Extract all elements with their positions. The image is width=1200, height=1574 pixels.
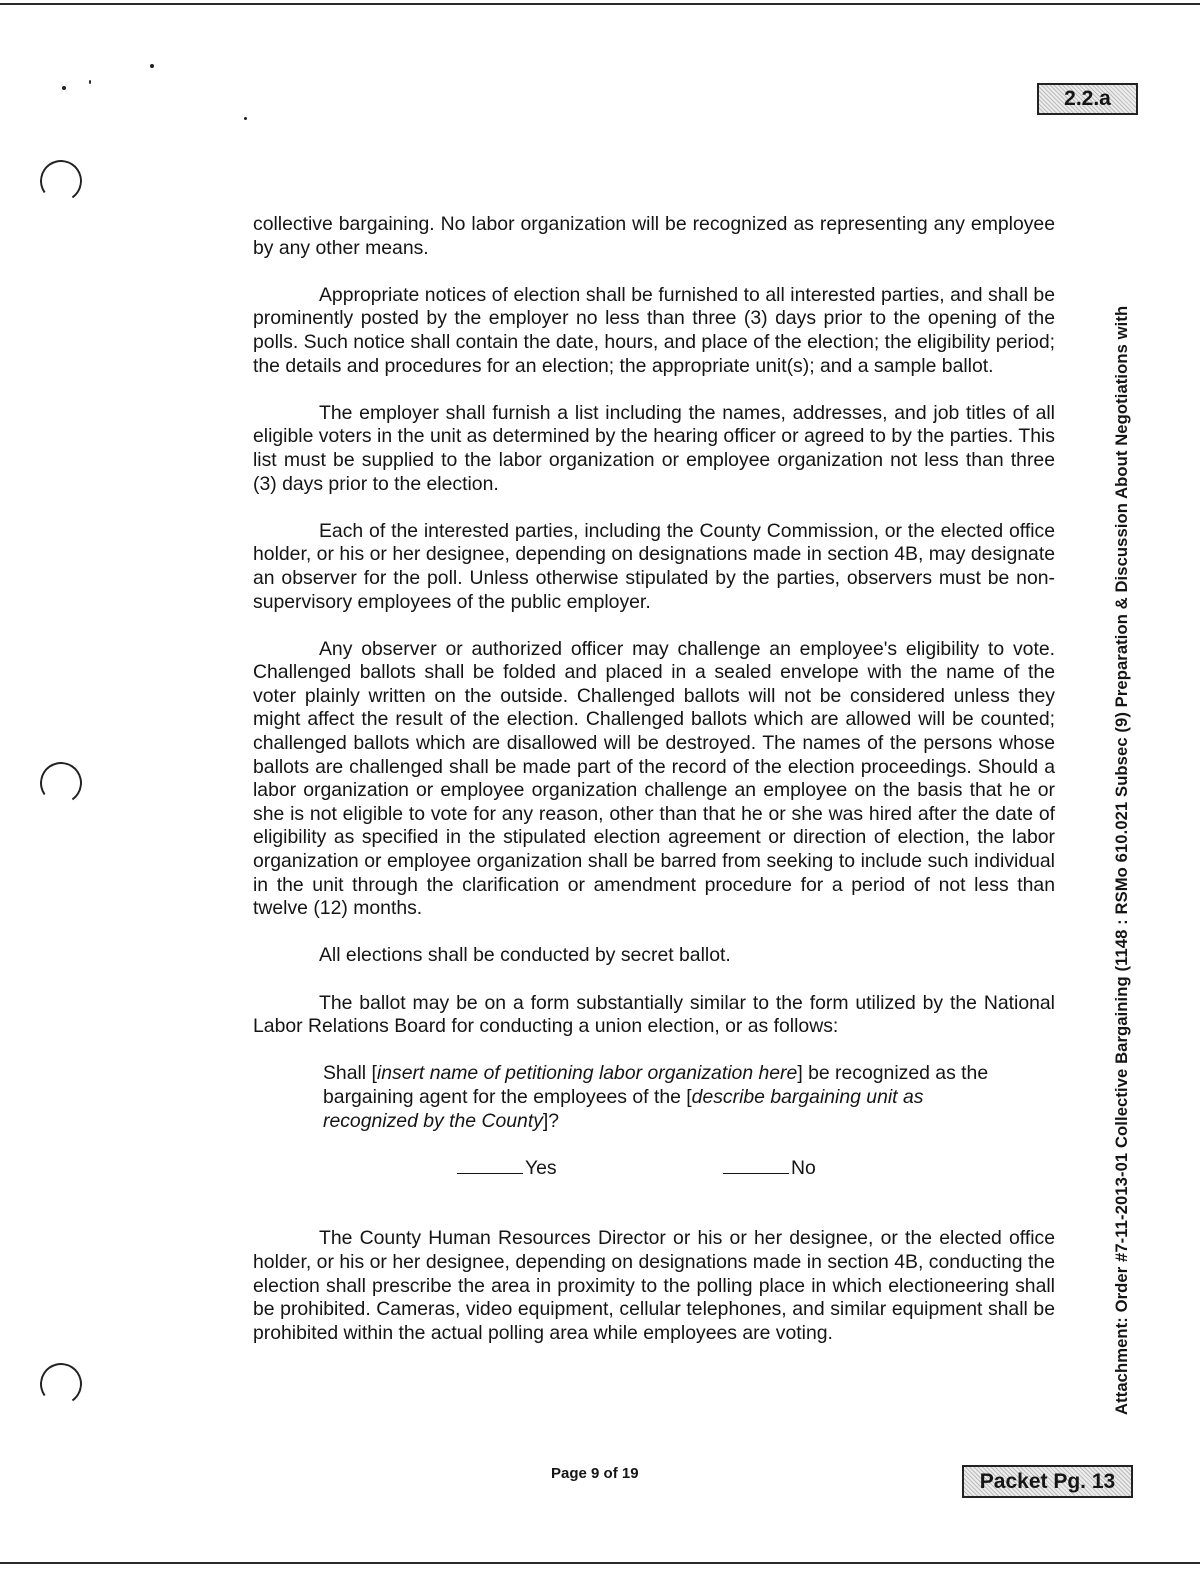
paragraph: Appropriate notices of election shall be furnished to all interested parties, and shall be prominently posted by the employer no less than three (3) days prior to the opening of the polls. Such notice shall contain the date, hours, and place of the election; the eligibility period; the details and procedures for an election; the appropriate unit(s); and a sample ballot. <box>253 283 1055 377</box>
scan-speck <box>150 64 154 68</box>
paragraph: All elections shall be conducted by secret ballot. <box>319 944 731 967</box>
binder-hole-mark <box>37 157 86 206</box>
scan-speck <box>62 86 66 90</box>
ballot-placeholder: describe bargaining unit as recognized by the County <box>323 1085 924 1132</box>
packet-page-tag: Packet Pg. 13 <box>962 1465 1133 1498</box>
ballot-placeholder: insert name of petitioning labor organization here <box>376 1062 798 1085</box>
ballot-choice-yes <box>457 1157 557 1181</box>
attachment-tag: 2.2.a <box>1037 83 1138 115</box>
top-scan-border <box>0 3 1200 5</box>
binder-hole-mark <box>37 1360 86 1409</box>
page-number: Page 9 of 19 <box>551 1465 639 1482</box>
paragraph: The ballot may be on a form substantially similar to the form utilized by the National Labor Relations Board for conducting a union election, or as follows: <box>253 991 1055 1038</box>
ballot-question <box>323 1062 993 1133</box>
choice-label: No <box>791 1156 816 1179</box>
paragraph: The County Human Resources Director or his or her designee, or the elected office holder, or his or her designee, depending on designations made in section 4B, conducting the election shall prescribe the area in proximity to the polling place in which electioneering shall be prohibited. Cameras, video equipment, cellular telephones, and similar equipment shall be prohibited within the actual polling area while employees are voting. <box>253 1227 1055 1344</box>
paragraph: Any observer or authorized officer may challenge an employee's eligibility to vote. Challenged ballots shall be folded and placed in a sealed envelope with the name of the voter plainly written on the outside. Challenged ballots will not be considered unless they might affect the result of the election. Challenged ballots which are allowed will be counted; challenged ballots which are disallowed will be destroyed. The names of the persons whose ballots are challenged shall be made part of the record of the election proceedings. Should a labor organization or employee organization challenge an employee on the basis that he or she is not eligible to vote for any reason, other than that he or she was hired after the date of eligibility as specified in the stipulated election agreement or direction of election, the labor organization or employee organization shall be barred from seeking to include such individual in the unit through the clarification or amendment procedure for a period of not less than twelve (12) months. <box>253 637 1055 920</box>
blank-line <box>457 1173 523 1174</box>
paragraph: The employer shall furnish a list including the names, addresses, and job titles of all eligible voters in the unit as determined by the hearing officer or agreed to by the parties. This list must be supplied to the labor organization or employee organization not less than three (3) days prior to the election. <box>253 401 1055 495</box>
ballot-choices <box>253 1157 1055 1204</box>
ballot-text: ]? <box>542 1109 560 1132</box>
paragraph: collective bargaining. No labor organization will be recognized as representing any employee by any other means. <box>253 213 1055 259</box>
document-body <box>253 213 1055 1369</box>
scan-speck <box>244 117 247 120</box>
blank-line <box>723 1173 789 1174</box>
ballot-text: Shall [ <box>323 1062 377 1085</box>
choice-label: Yes <box>525 1156 557 1179</box>
ballot-choice-no <box>723 1157 816 1181</box>
attachment-side-label: Attachment: Order #7-11-2013-01 Collective Bargaining (1148 : RSMo 610.021 Subsec (9) Preparation & Discussion About Negotiations with <box>1112 305 1131 1415</box>
bottom-scan-border <box>0 1562 1200 1564</box>
ballot-text: ] be recognized as the bargaining agent for the employees of the [ <box>323 1062 989 1108</box>
binder-hole-mark <box>37 759 86 808</box>
scan-speck <box>89 80 91 84</box>
paragraph: Each of the interested parties, including the County Commission, or the elected office holder, or his or her designee, depending on designations made in section 4B, may designate an observer for the poll. Unless otherwise stipulated by the parties, observers must be non-supervisory employees of the public employer. <box>253 519 1055 613</box>
